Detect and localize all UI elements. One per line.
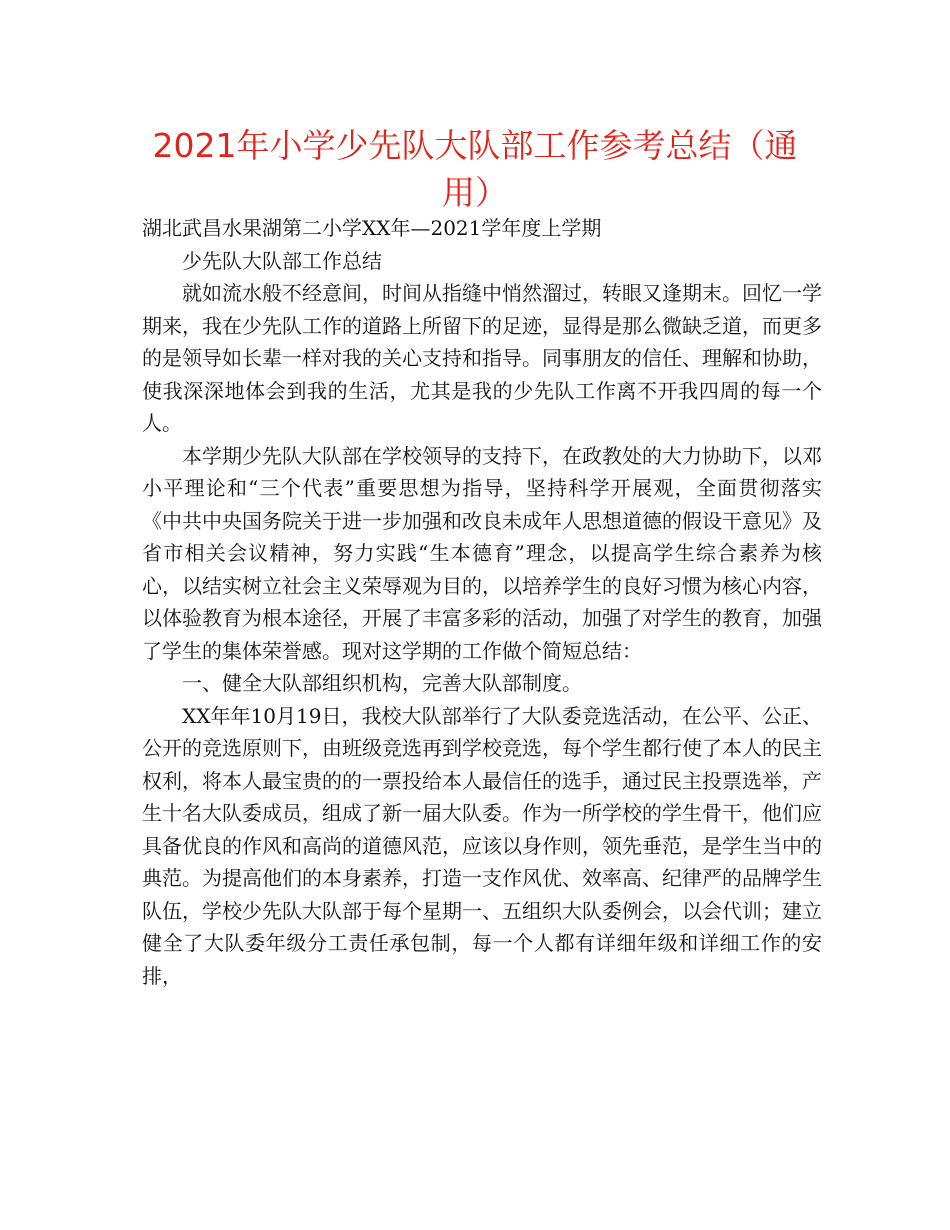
paragraph-school-line: 湖北武昌水果湖第二小学XX年—2021学年度上学期 xyxy=(142,216,602,240)
paragraph-intro: 就如流水般不经意间，时间从指缝中悄然溜过，转眼又逢期末。回忆一学期来，我在少先队工作的道路上所留下的足迹，显得是那么微缺乏道，而更多的是领导如长辈一样对我的关心支持和指导。同事朋友的信任、理解和协助，使我深深地体会到我的生活，尤其是我的少先队工作离不开我四周的每一个人。 xyxy=(142,281,822,435)
document-body xyxy=(142,212,822,992)
document-title: 2021年小学少先队大队部工作参考总结（通用） xyxy=(152,126,798,212)
paragraph-overview: 本学期少先队大队部在学校领导的支持下，在政教处的大力协助下，以邓小平理论和“三个代表”重要思想为指导，坚持科学开展观，全面贯彻落实《中共中央国务院关于进一步加强和改良未成年人思想道德的假设干意见》及省市相关会议精神，努力实践“生本德育”理念，以提高学生综合素养为核心，以结实树立社会主义荣辱观为目的，以培养学生的良好习惯为核心内容，以体验教育为根本途径，开展了丰富多彩的活动，加强了对学生的教育，加强了学生的集体荣誉感。现对这学期的工作做个简短总结： xyxy=(142,443,822,663)
paragraph-subtitle: 少先队大队部工作总结 xyxy=(182,248,382,273)
paragraph-section-body: XX年年10月19日，我校大队部举行了大队委竞选活动，在公平、公正、公开的竞选原则下，由班级竞选再到学校竞选，每个学生都行使了本人的民主权利，将本人最宝贵的的一票投给本人最信任的选手，通过民主投票选举，产生十名大队委成员，组成了新一届大队委。作为一所学校的学生骨干，他们应具备优良的作风和高尚的道德风范，应该以身作则，领先垂范，是学生当中的典范。为提高他们的本身素养，打造一支作风优、效率高、纪律严的品牌学生队伍，学校少先队大队部于每个星期一、五组织大队委例会，以会代训；建立健全了大队委年级分工责任承包制，每一个人都有详细年级和详细工作的安排， xyxy=(142,703,822,988)
paragraph-section-heading: 一、健全大队部组织机构，完善大队部制度。 xyxy=(182,671,582,695)
